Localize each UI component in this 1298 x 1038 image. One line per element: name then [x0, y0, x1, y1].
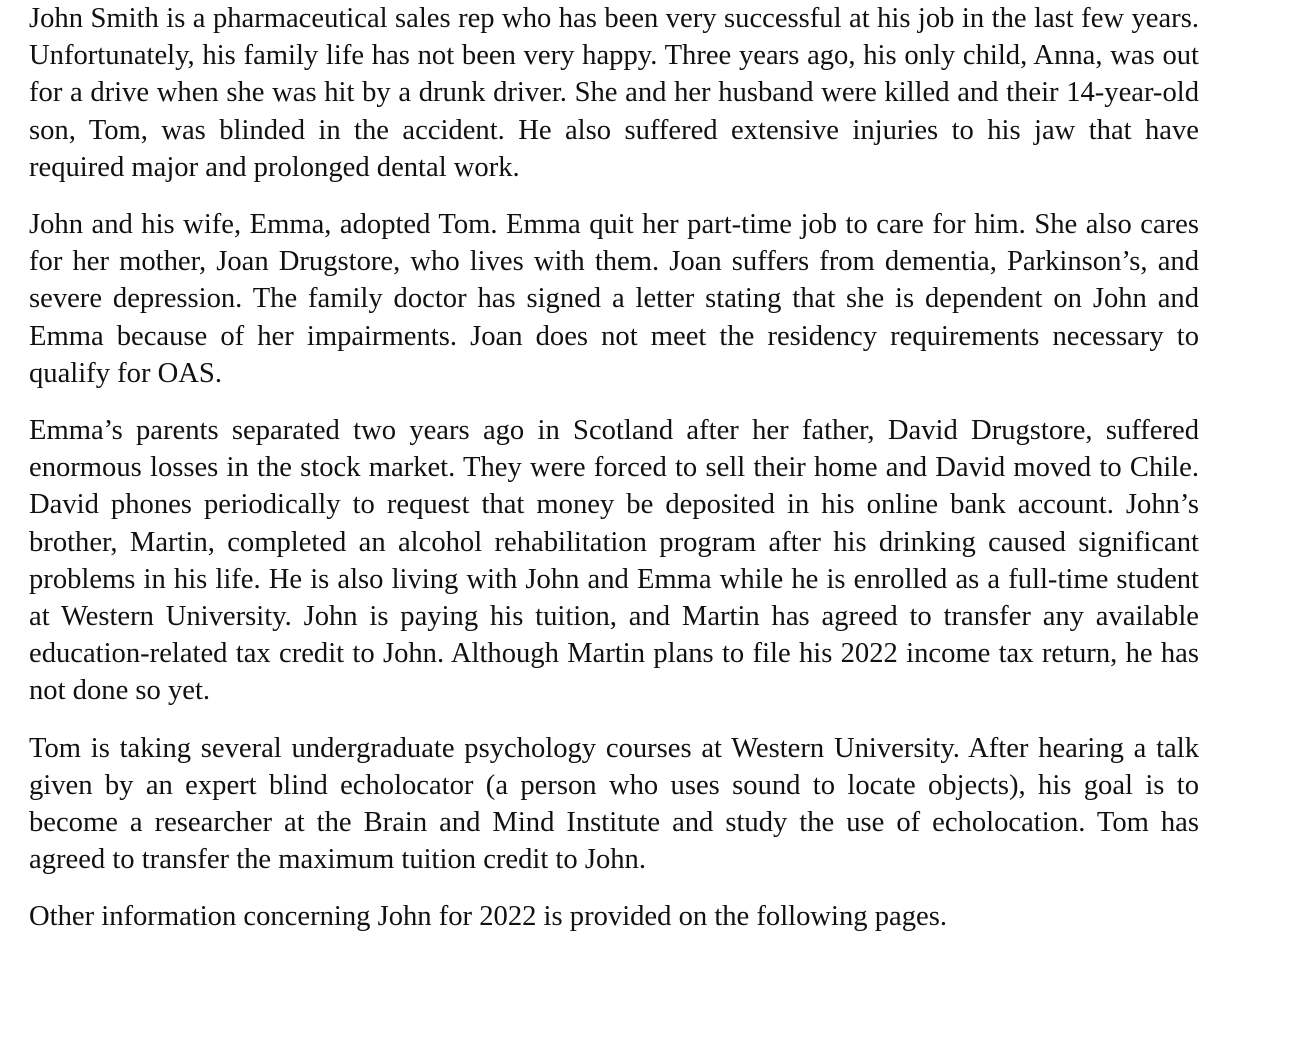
paragraph-other-information: Other information concerning John for 2022 is provided on the following pages.: [29, 901, 947, 933]
paragraph-family-background: John Smith is a pharmaceutical sales rep who has been very successful at his job in the last few years. Unfortunately, his family life has not been very happy. Three years ago, his only child, Anna, was out for a drive when she was hit by a drunk driver. She and her husband were killed and their 14-year-old son, Tom, was blinded in the accident. He also suffered extensive injuries to his jaw that have required major and prolonged dental work.: [29, 3, 1199, 183]
paragraph-tom-studies: Tom is taking several undergraduate psychology courses at Western University. After hearing a talk given by an expert blind echolocator (a person who uses sound to locate objects), his goal is to become a researcher at the Brain and Mind Institute and study the use of echolocation. Tom has agreed to transfer the maximum tuition credit to John.: [29, 732, 1199, 876]
document-body: [29, 0, 1199, 956]
paragraph-relatives: Emma’s parents separated two years ago in Scotland after her father, David Drugstore, suffered enormous losses in the stock market. They were forced to sell their home and David moved to Chile. David phones periodically to request that money be deposited in his online bank account. John’s brother, Martin, completed an alcohol rehabilitation program after his drinking caused significant problems in his life. He is also living with John and Emma while he is enrolled as a full-time student at Western University. John is paying his tuition, and Martin has agreed to transfer any available education-related tax credit to John. Although Martin plans to file his 2022 income tax return, he has not done so yet.: [29, 415, 1199, 707]
paragraph-dependents: John and his wife, Emma, adopted Tom. Emma quit her part-time job to care for him. She also cares for her mother, Joan Drugstore, who lives with them. Joan suffers from dementia, Parkinson’s, and severe depression. The family doctor has signed a letter stating that she is dependent on John and Emma because of her impairments. Joan does not meet the residency requirements necessary to qualify for OAS.: [29, 209, 1199, 389]
